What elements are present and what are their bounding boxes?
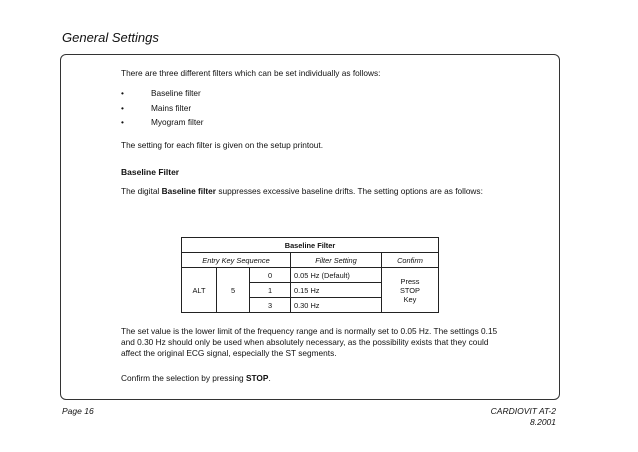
product-name: CARDIOVIT AT-2 <box>490 406 556 416</box>
confirm-text: Confirm the selection by pressing <box>121 373 246 383</box>
table-row <box>182 268 439 283</box>
col-entry-header: Entry Key Sequence <box>182 253 291 268</box>
key-option: 0 <box>250 268 291 283</box>
product-date: 8.2001 <box>530 417 556 427</box>
after-table-content <box>121 326 507 384</box>
section-heading: Baseline Filter <box>121 166 180 177</box>
filter-list <box>121 88 506 132</box>
setup-note: The setting for each filter is given on the setup printout. <box>121 139 324 150</box>
frequency-note: The set value is the lower limit of the frequency range and is normally set to 0.05 Hz. The settings 0.15 and 0.30 Hz should only be used when absolutely necessary, as the possibility exists that they could affect the original ECG signal, especially the ST segments. <box>121 326 498 358</box>
list-item: • Baseline filter <box>121 88 506 103</box>
confirm-line: Press <box>400 276 420 286</box>
confirm-text-end: . <box>268 373 271 383</box>
page-header-title: General Settings <box>62 30 159 45</box>
confirm-instruction <box>121 373 507 384</box>
footer-product <box>491 406 556 428</box>
confirm-line: STOP <box>400 285 420 295</box>
filter-setting: 0.30 Hz <box>291 298 382 313</box>
desc-text: The digital <box>121 185 162 196</box>
key-option: 3 <box>250 298 291 313</box>
key-option: 1 <box>250 283 291 298</box>
page-number: Page 16 <box>62 406 94 416</box>
confirm-bold: STOP <box>245 373 269 383</box>
baseline-filter-table <box>181 237 439 313</box>
desc-bold: Baseline filter <box>161 185 217 196</box>
intro-text: There are three different filters which can be set individually as follows: <box>121 68 381 78</box>
desc-text-end: suppresses excessive baseline drifts. The setting options are as follows: <box>216 185 483 196</box>
list-item: • Mains filter <box>121 103 506 118</box>
table-title: Baseline Filter <box>182 238 439 253</box>
key-alt: ALT <box>182 268 217 313</box>
col-confirm-header: Confirm <box>382 253 439 268</box>
filter-setting: 0.15 Hz <box>291 283 382 298</box>
section-description <box>121 186 506 197</box>
filter-setting: 0.05 Hz (Default) <box>291 268 382 283</box>
confirm-cell <box>382 268 439 313</box>
confirm-line: Key <box>403 294 417 304</box>
col-setting-header: Filter Setting <box>291 253 382 268</box>
key-five: 5 <box>217 268 250 313</box>
list-item: • Myogram filter <box>121 117 506 132</box>
main-content <box>121 68 506 197</box>
